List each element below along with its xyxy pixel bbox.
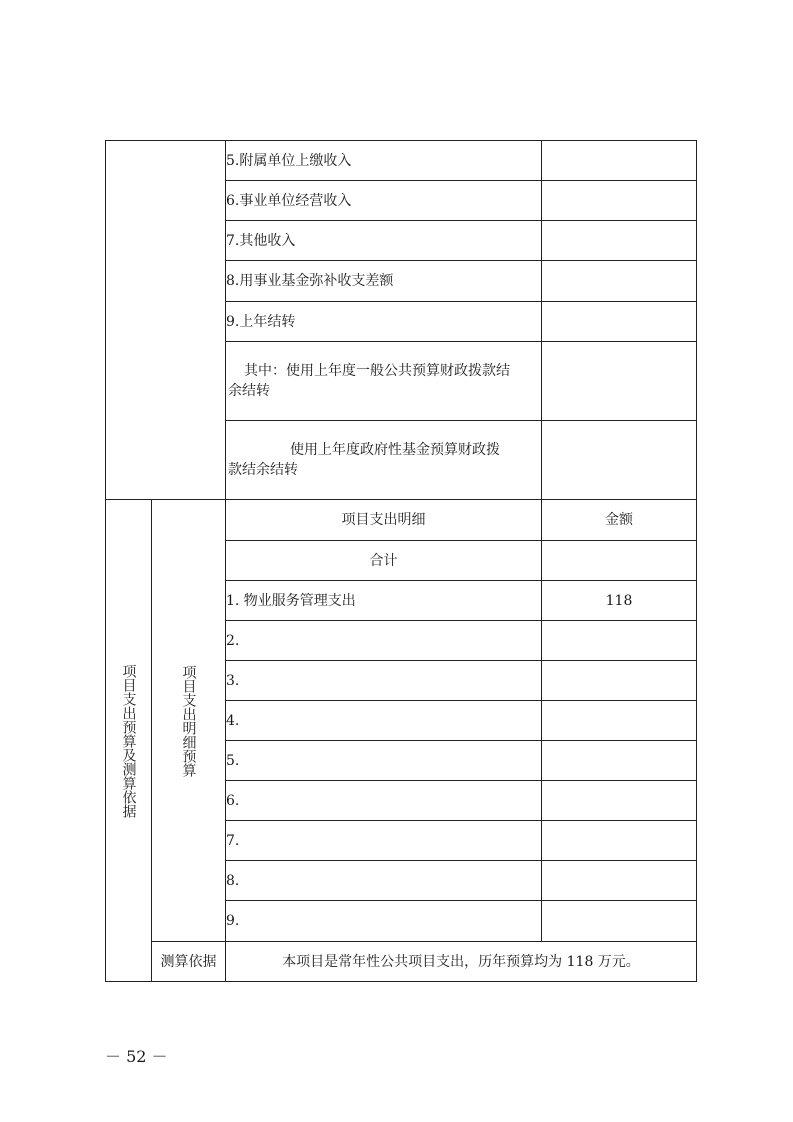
income-label: 7.其他收入 [226,221,542,261]
carryover-fund-label [226,421,542,500]
carryover-fund-line1: 使用上年度政府性基金预算财政拨 [290,442,500,458]
detail-label: 9. [226,901,542,942]
income-amount [542,141,697,181]
carryover-general-amount [542,342,697,421]
detail-amount [542,821,697,861]
basis-row [106,942,697,982]
detail-amount [542,781,697,821]
income-label: 6.事业单位经营收入 [226,181,542,221]
income-amount [542,302,697,342]
detail-header-row [106,500,697,541]
detail-amount [542,661,697,701]
detail-label: 5. [226,741,542,781]
income-blank-cell [106,141,226,500]
detail-label: 6. [226,781,542,821]
detail-label: 8. [226,861,542,901]
budget-table [105,140,697,982]
income-amount [542,181,697,221]
income-amount [542,261,697,302]
page-number: － 52 － [105,1047,168,1066]
detail-label: 4. [226,701,542,741]
detail-amount [542,901,697,942]
income-row [106,141,697,181]
detail-amount [542,701,697,741]
income-label: 8.用事业基金弥补收支差额 [226,261,542,302]
detail-amount [542,861,697,901]
income-amount [542,221,697,261]
basis-text: 本项目是常年性公共项目支出，历年预算均为 118 万元。 [226,942,697,982]
carryover-general-line2: 余结转 [228,383,270,399]
detail-amount: 118 [542,581,697,621]
basis-label: 测算依据 [152,942,226,982]
carryover-general-line1: 其中：使用上年度一般公共预算财政拨款结 [244,363,510,379]
total-amount [542,541,697,581]
detail-header-item: 项目支出明细 [226,500,542,541]
subsection-label-cell [152,500,226,942]
detail-label: 7. [226,821,542,861]
detail-label: 3. [226,661,542,701]
detail-label: 1. 物业服务管理支出 [226,581,542,621]
income-label: 5.附属单位上缴收入 [226,141,542,181]
detail-label: 2. [226,621,542,661]
section-label-cell [106,500,152,982]
detail-header-amount: 金额 [542,500,697,541]
carryover-general-label [226,342,542,421]
carryover-fund-amount [542,421,697,500]
total-label: 合计 [226,541,542,581]
detail-amount [542,621,697,661]
detail-amount [542,741,697,781]
carryover-fund-line2: 款结余结转 [228,462,298,478]
section-label: 项目支出预算及测算依据 [120,663,137,818]
income-label: 9.上年结转 [226,302,542,342]
subsection-label: 项目支出明细预算 [180,664,197,777]
